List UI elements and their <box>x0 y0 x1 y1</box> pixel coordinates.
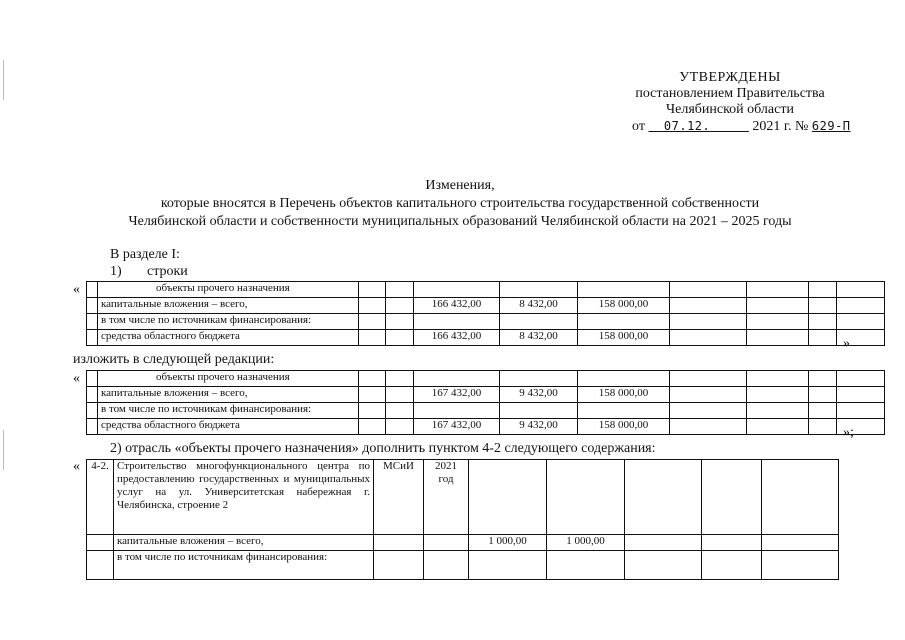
row-label: объекты прочего назначения <box>98 371 359 387</box>
table-added-item <box>86 459 839 580</box>
item1-number: 1) <box>110 264 122 279</box>
item2-text: 2) отрасль «объекты прочего назначения» дополнить пунктом 4-2 следующего содержания: <box>110 441 656 456</box>
row-label: в том числе по источникам финансирования: <box>114 551 374 580</box>
row-label: средства областного бюджета <box>98 419 359 435</box>
value-cell: 158 000,00 <box>578 298 670 314</box>
section-heading: В разделе I: <box>110 247 180 262</box>
item-number: 4-2. <box>87 460 114 535</box>
table-row <box>87 314 885 330</box>
open-quote-1: « <box>73 282 80 297</box>
row-label: средства областного бюджета <box>98 330 359 346</box>
table-row <box>87 535 839 551</box>
open-quote-2: « <box>73 371 80 386</box>
row-label: объекты прочего назначения <box>98 282 359 298</box>
value-cell <box>500 282 578 298</box>
row-label: капитальные вложения – всего, <box>98 298 359 314</box>
total-cell <box>414 371 500 387</box>
object-name: Строительство многофункционального центра по предоставлению государственных и муниципальных услуг на ул. Университетская набережная г. Челябинска, строение 2 <box>114 460 374 535</box>
value-cell: 1 000,00 <box>469 535 547 551</box>
value-cell <box>500 403 578 419</box>
value-cell <box>578 314 670 330</box>
table-row <box>87 387 885 403</box>
approval-date-line <box>632 118 900 135</box>
total-cell <box>414 403 500 419</box>
scan-edge-mark <box>3 430 4 470</box>
document-title <box>60 177 860 231</box>
value-cell: 158 000,00 <box>578 387 670 403</box>
total-cell: 167 432,00 <box>414 387 500 403</box>
open-quote-3: « <box>73 459 80 474</box>
approval-block <box>560 70 900 135</box>
table-row <box>87 298 885 314</box>
year-text: 2021 г. № <box>752 119 809 134</box>
value-cell: 158 000,00 <box>578 419 670 435</box>
date-value: 07.12. <box>663 119 711 133</box>
row-label: в том числе по источникам финансирования: <box>98 314 359 330</box>
title-line-3: Челябинской области и собственности муниципальных образований Челябинской области на 2021 – 2025 годы <box>128 214 792 229</box>
table-row <box>87 403 885 419</box>
value-cell: 9 432,00 <box>500 419 578 435</box>
table-row <box>87 419 885 435</box>
value-cell <box>578 282 670 298</box>
table-row <box>87 282 885 298</box>
total-cell: 166 432,00 <box>414 330 500 346</box>
total-cell <box>414 282 500 298</box>
total-cell: 167 432,00 <box>414 419 500 435</box>
close-quote-2: »; <box>843 425 854 440</box>
value-cell: 8 432,00 <box>500 298 578 314</box>
value-cell <box>578 371 670 387</box>
total-cell: 166 432,00 <box>414 298 500 314</box>
table-row <box>87 460 839 535</box>
customer-cell: МСиИ <box>374 460 424 535</box>
value-cell <box>500 371 578 387</box>
value-cell <box>500 314 578 330</box>
row-label: капитальные вложения – всего, <box>98 387 359 403</box>
row-label: в том числе по источникам финансирования: <box>98 403 359 419</box>
close-quote-1: » <box>843 336 850 351</box>
value-cell: 9 432,00 <box>500 387 578 403</box>
scan-edge-mark <box>3 60 4 100</box>
title-line-1: Изменения, <box>425 178 495 193</box>
approved-region-line: Челябинской области <box>666 102 794 117</box>
table-original-rows <box>86 281 885 346</box>
approved-by-line: постановлением Правительства <box>635 86 825 101</box>
replace-instruction: изложить в следующей редакции: <box>73 352 275 367</box>
table-new-rows <box>86 370 885 435</box>
value-cell: 158 000,00 <box>578 330 670 346</box>
row-label: капитальные вложения – всего, <box>114 535 374 551</box>
year-cell: 2021 год <box>424 460 469 535</box>
approved-heading: УТВЕРЖДЕНЫ <box>679 70 781 85</box>
decree-number: 629-П <box>811 119 851 133</box>
value-cell <box>578 403 670 419</box>
value-cell: 8 432,00 <box>500 330 578 346</box>
table-row <box>87 371 885 387</box>
table-row <box>87 551 839 580</box>
table-row <box>87 330 885 346</box>
date-prefix: от <box>632 119 645 134</box>
value-cell: 1 000,00 <box>547 535 625 551</box>
total-cell <box>414 314 500 330</box>
title-line-2: которые вносятся в Перечень объектов капитального строительства государственной собственности <box>160 196 760 211</box>
item1-text: строки <box>147 264 188 279</box>
